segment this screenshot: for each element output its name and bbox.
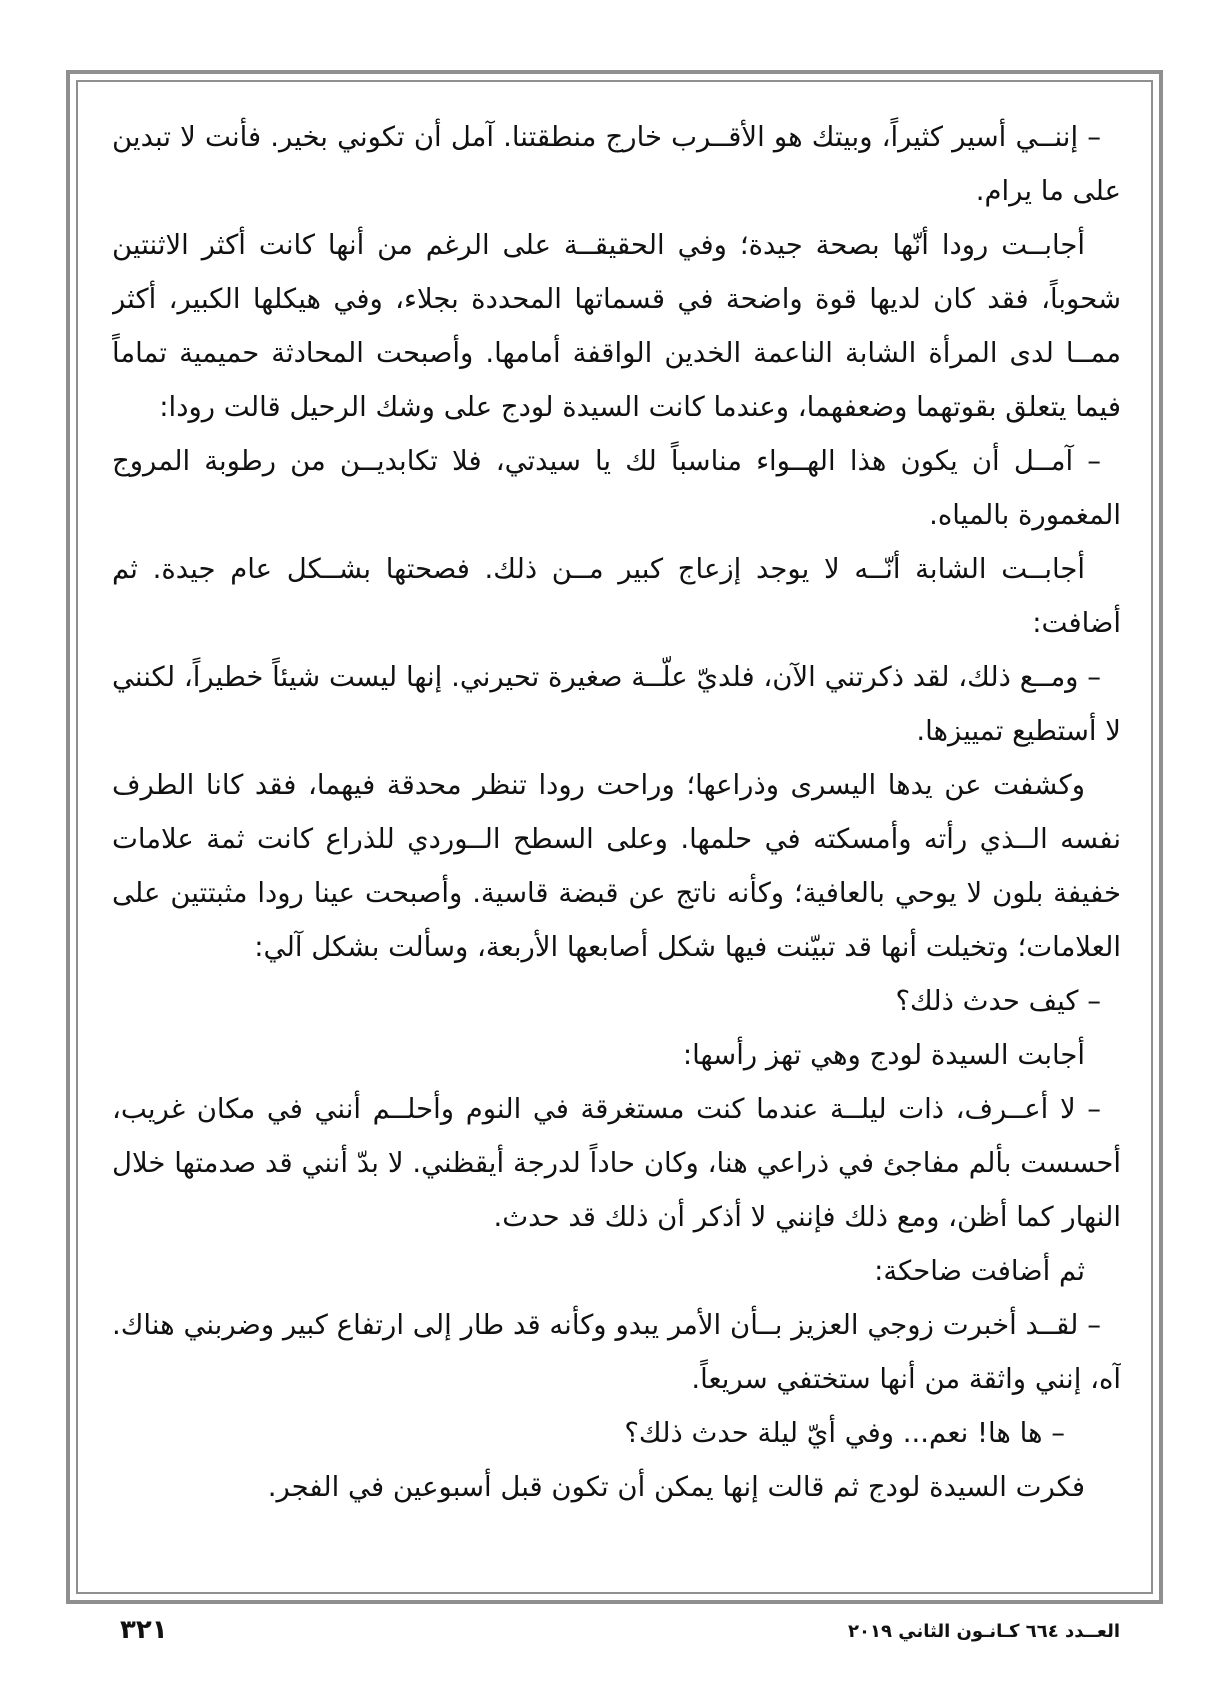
issue-label: العــدد ٦٦٤ كـانـون الثاني ٢٠١٩ [848,1621,1120,1642]
paragraph-13: فكرت السيدة لودج ثم قالت إنها يمكن أن تكون قبل أسبوعين في الفجر. [267,1471,1085,1503]
page-footer [120,1615,1120,1655]
paragraph-10: ثم أضافت ضاحكة: [874,1255,1085,1287]
paragraph-9: – لا أعــرف، ذات ليلــة عندما كنت مستغرقة في النوم وأحلــم أنني في مكان غريب، أحسست بألم مفاجئ في ذراعي هنا، وكان حاداً لدرجة أيقظني. لا بدّ أنني قد صدمتها خلال النهار كما أظن، ومع ذلك فإنني لا أذكر أن ذلك قد حدث. [112,1093,1121,1233]
paragraph-12: – ها ها! نعم... وفي أيّ ليلة حدث ذلك؟ [624,1417,1065,1449]
paragraph-4: أجابــت الشابة أنّــه لا يوجد إزعاج كبير مــن ذلك. فصحتها بشــكل عام جيدة. ثم أضافت: [112,553,1121,639]
paragraph-5: – ومــع ذلك، لقد ذكرتني الآن، فلديّ علّــة صغيرة تحيرني. إنها ليست شيئاً خطيراً، لكنني لا أستطيع تمييزها. [112,661,1121,747]
paragraph-6: وكشفت عن يدها اليسرى وذراعها؛ وراحت رودا تنظر محدقة فيهما، فقد كانا الطرف نفسه الــذي رأته وأمسكته في حلمها. وعلى السطح الــوردي للذراع كانت ثمة علامات خفيفة بلون لا يوحي بالعافية؛ وكأنه ناتج عن قبضة قاسية. وأصبحت عينا رودا مثبتتين على العلامات؛ وتخيلت أنها قد تبيّنت فيها شكل أصابعها الأربعة، وسألت بشكل آلي: [112,769,1121,963]
paragraph-8: أجابت السيدة لودج وهي تهز رأسها: [682,1039,1085,1071]
paragraph-11: – لقــد أخبرت زوجي العزيز بــأن الأمر يبدو وكأنه قد طار إلى ارتفاع كبير وضربني هناك. آه، إنني واثقة من أنها ستختفي سريعاً. [112,1309,1121,1395]
paragraph-3: – آمــل أن يكون هذا الهــواء مناسباً لك يا سيدتي، فلا تكابديــن من رطوبة المروج المغمورة بالمياه. [112,445,1121,531]
paragraph-1: – إننــي أسير كثيراً، وبيتك هو الأقــرب خارج منطقتنا. آمل أن تكوني بخير. فأنت لا تبدين على ما يرام. [112,121,1121,207]
paragraph-7: – كيف حدث ذلك؟ [895,985,1101,1017]
page-number: ٣٢١ [120,1615,168,1645]
paragraph-2: أجابــت رودا أنّها بصحة جيدة؛ وفي الحقيقــة على الرغم من أنها كانت أكثر الاثنتين شحوباً، فقد كان لديها قوة واضحة في قسماتها المحددة بجلاء، وفي هيكلها الكبير، أكثر ممــا لدى المرأة الشابة الناعمة الخدين الواقفة أمامها. وأصبحت المحادثة حميمية تماماً فيما يتعلق بقوتهما وضعفهما، وعندما كانت السيدة لودج على وشك الرحيل قالت رودا: [112,229,1121,423]
article-body [112,110,1121,1580]
